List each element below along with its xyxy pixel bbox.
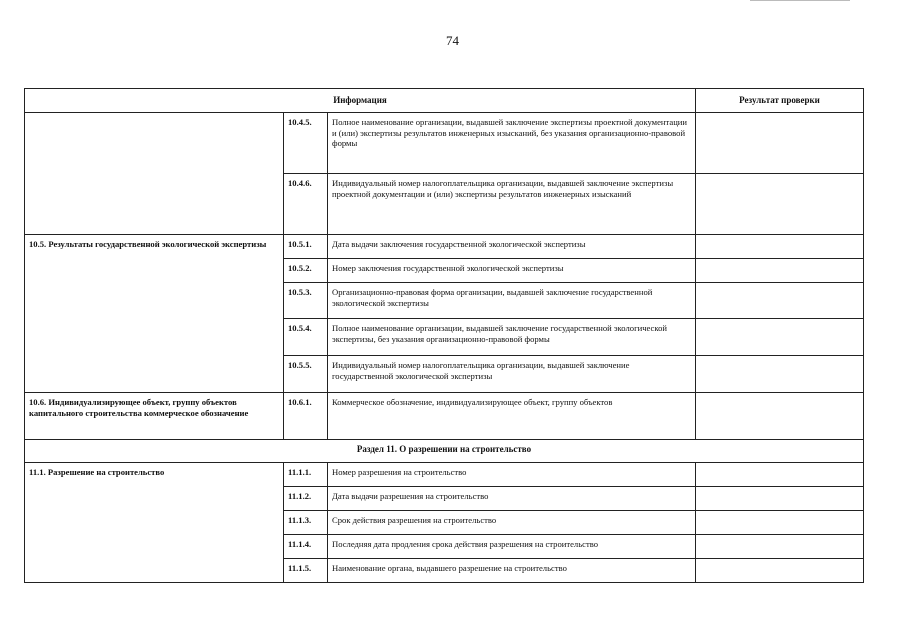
row-code: 10.6.1. — [284, 393, 328, 440]
row-code: 10.5.2. — [284, 259, 328, 283]
table-row — [25, 113, 864, 174]
result-cell[interactable] — [696, 259, 864, 283]
row-code: 11.1.4. — [284, 535, 328, 559]
result-cell[interactable] — [696, 283, 864, 319]
row-description: Полное наименование организации, выдавшей заключение экспертизы проектной документации и (или) экспертизы результатов инженерных изысканий, без указания организационно-правовой формы — [328, 113, 696, 174]
result-cell[interactable] — [696, 319, 864, 356]
row-code: 10.5.1. — [284, 235, 328, 259]
result-cell[interactable] — [696, 113, 864, 174]
result-cell[interactable] — [696, 535, 864, 559]
page-number: 74 — [446, 33, 459, 48]
verification-table — [24, 88, 864, 583]
header-info: Информация — [25, 89, 696, 113]
section-title: 11.1. Разрешение на строительство — [25, 463, 284, 583]
result-cell[interactable] — [696, 487, 864, 511]
row-code: 10.5.5. — [284, 356, 328, 393]
section-title: 10.6. Индивидуализирующее объект, группу объектов капитального строительства коммерческое обозначение — [25, 393, 284, 440]
row-code: 11.1.1. — [284, 463, 328, 487]
row-description: Коммерческое обозначение, индивидуализирующее объект, группу объектов — [328, 393, 696, 440]
table-row — [25, 440, 864, 463]
row-code: 11.1.3. — [284, 511, 328, 535]
result-cell[interactable] — [696, 559, 864, 583]
row-description: Срок действия разрешения на строительство — [328, 511, 696, 535]
row-description: Номер заключения государственной экологической экспертизы — [328, 259, 696, 283]
row-description: Организационно-правовая форма организации, выдавшей заключение государственной экологической экспертизы — [328, 283, 696, 319]
row-description: Дата выдачи разрешения на строительство — [328, 487, 696, 511]
result-cell[interactable] — [696, 174, 864, 235]
result-cell[interactable] — [696, 356, 864, 393]
row-code: 10.5.3. — [284, 283, 328, 319]
table-row — [25, 235, 864, 259]
row-code: 10.4.5. — [284, 113, 328, 174]
row-description: Последняя дата продления срока действия разрешения на строительство — [328, 535, 696, 559]
section-cell-10-4-continued — [25, 113, 284, 235]
result-cell[interactable] — [696, 463, 864, 487]
table-header-row — [25, 89, 864, 113]
table-row — [25, 463, 864, 487]
row-description: Индивидуальный номер налогоплательщика организации, выдавшей заключение государственной экологической экспертизы — [328, 356, 696, 393]
row-code: 11.1.5. — [284, 559, 328, 583]
row-description: Номер разрешения на строительство — [328, 463, 696, 487]
row-description: Дата выдачи заключения государственной экологической экспертизы — [328, 235, 696, 259]
section-title: 10.5. Результаты государственной экологической экспертизы — [25, 235, 284, 393]
page-top-edge-mark — [750, 0, 850, 2]
header-result: Результат проверки — [696, 89, 864, 113]
row-description: Наименование органа, выдавшего разрешение на строительство — [328, 559, 696, 583]
result-cell[interactable] — [696, 511, 864, 535]
row-description: Индивидуальный номер налогоплательщика организации, выдавшей заключение экспертизы проектной документации и (или) экспертизы результатов инженерных изысканий — [328, 174, 696, 235]
row-code: 10.5.4. — [284, 319, 328, 356]
part-heading: Раздел 11. О разрешении на строительство — [25, 440, 864, 463]
row-description: Полное наименование организации, выдавшей заключение государственной экологической экспертизы, без указания организационно-правовой формы — [328, 319, 696, 356]
result-cell[interactable] — [696, 393, 864, 440]
row-code: 11.1.2. — [284, 487, 328, 511]
row-code: 10.4.6. — [284, 174, 328, 235]
result-cell[interactable] — [696, 235, 864, 259]
table-row — [25, 393, 864, 440]
